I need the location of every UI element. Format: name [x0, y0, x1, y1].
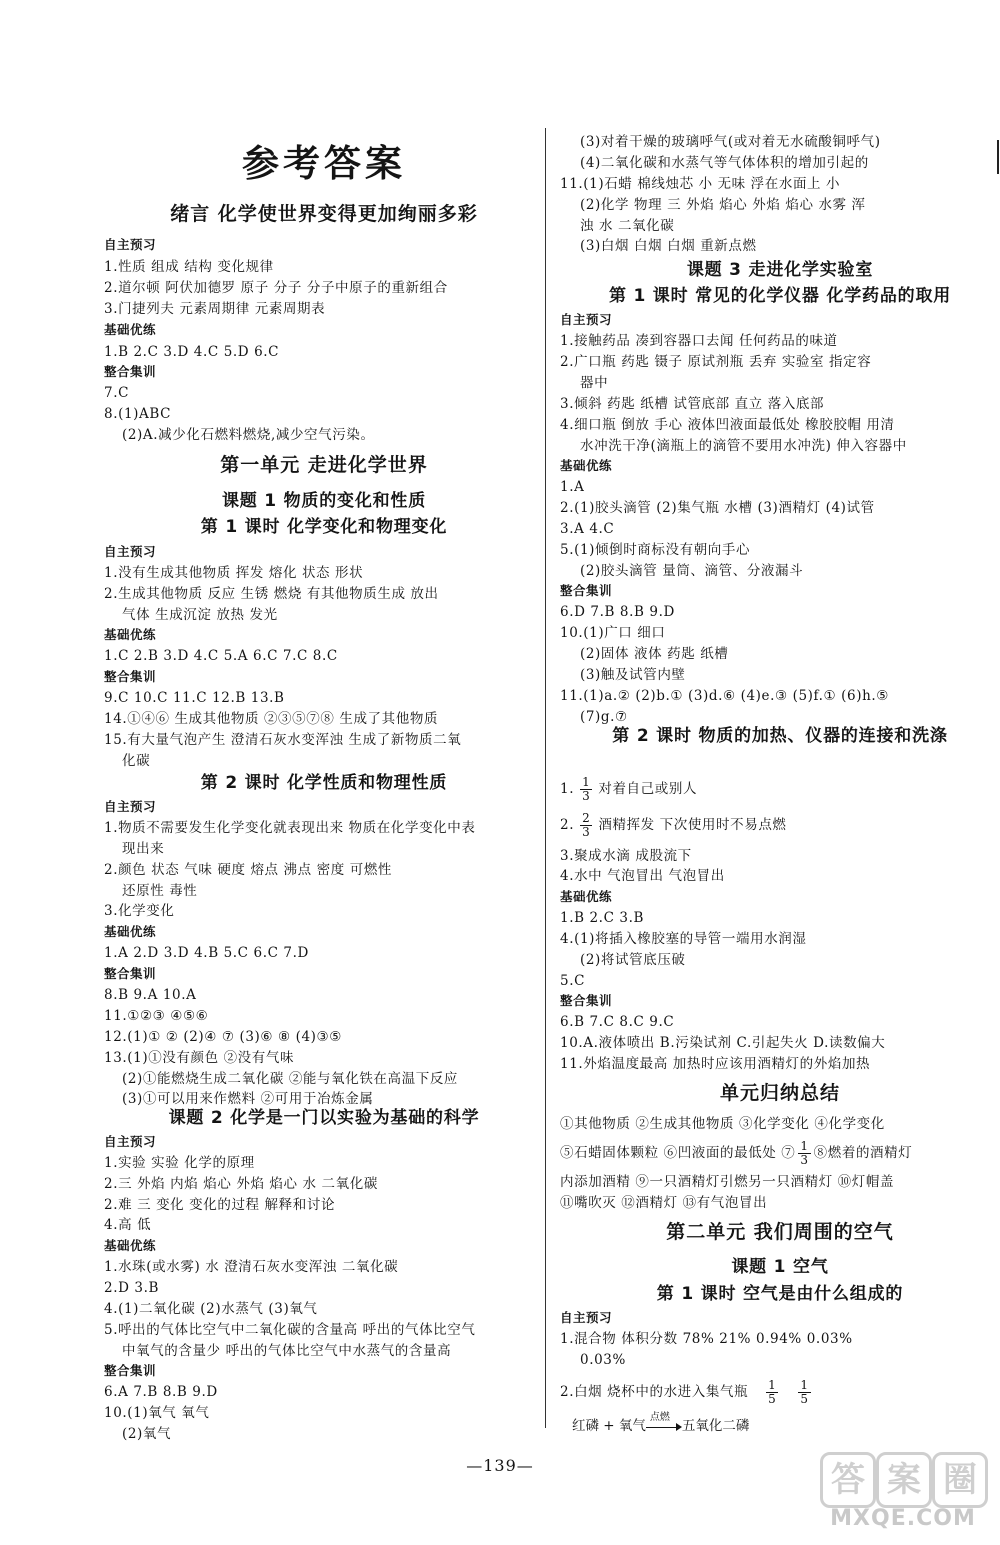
fraction-numerator: 1: [582, 775, 591, 789]
answer-line: 7.C: [104, 385, 130, 401]
answer-line: 11.(1)石蜡 棉线烛芯 小 无味 浮在水面上 小: [560, 176, 841, 192]
answer-line: 6.D 7.B 8.B 9.D: [560, 604, 675, 620]
answer-line: 1.A 2.D 3.D 4.B 5.C 6.C 7.D: [104, 945, 309, 961]
fraction-denominator: 5: [768, 1392, 777, 1406]
answer-line: (2)氧气: [122, 1426, 172, 1442]
answer-line-fraction: [560, 812, 1000, 839]
section-label: 自主预习: [104, 1134, 157, 1149]
section-label: 自主预习: [104, 799, 157, 814]
section-label: 整合集训: [104, 1363, 157, 1378]
answer-line: 12.(1)① ② (2)④ ⑦ (3)⑥ ⑧ (4)③⑤: [104, 1029, 342, 1045]
fraction-numerator: 1: [800, 1378, 809, 1392]
answer-line: 1.物质不需要发生化学变化就表现出来 物质在化学变化中表: [104, 820, 476, 836]
topic-title: 课题 1 空气: [731, 1257, 829, 1277]
watermark-text: MXQE.COM: [830, 1506, 976, 1531]
answer-line: 1.水珠(或水雾) 水 澄清石灰水变浑浊 二氧化碳: [104, 1259, 399, 1275]
fraction: [798, 1140, 810, 1167]
answer-line-fraction: [560, 776, 1000, 803]
section-label: 自主预习: [560, 1310, 613, 1325]
answer-line: 3.倾斜 药匙 纸槽 试管底部 直立 落入底部: [560, 396, 825, 412]
section-label: 整合集训: [560, 583, 613, 598]
summary-title: 单元归纳总结: [719, 1082, 840, 1104]
answer-text: 对着自己或别人: [598, 781, 698, 797]
watermark-glyph: 圈: [932, 1452, 988, 1508]
answer-line: 5.(1)倾倒时商标没有朝向手心: [560, 542, 751, 558]
answer-line: (2)①能燃烧生成二氧化碳 ②能与氧化铁在高温下反应: [122, 1071, 459, 1087]
answer-line: 内添加酒精 ⑨一只酒精灯引燃另一只酒精灯 ⑩灯帽盖: [560, 1174, 895, 1190]
intro-title: 绪言 化学使世界变得更加绚丽多彩: [170, 203, 478, 225]
section-label: 整合集训: [104, 669, 157, 684]
section-label: 自主预习: [104, 237, 157, 252]
lesson-title: 第 2 课时 化学性质和物理性质: [200, 773, 448, 793]
answer-line-fraction: [560, 1379, 1000, 1406]
answer-line: (3)触及试管内壁: [580, 667, 686, 683]
watermark-logo: [818, 1448, 988, 1508]
section-label: 整合集训: [560, 993, 613, 1008]
answer-line: 0.03%: [580, 1352, 626, 1368]
fraction-denominator: 3: [582, 825, 591, 839]
reaction-arrow: [646, 1411, 682, 1435]
answer-line: 化碳: [122, 753, 151, 769]
answer-line: 水冲洗干净(滴瓶上的滴管不要用水冲洗) 伸入容器中: [580, 438, 907, 454]
item-number: 1.: [560, 781, 575, 797]
answer-line: (7)g.⑦: [580, 709, 628, 725]
answer-line: 3.A 4.C: [560, 521, 615, 537]
answer-line: 器中: [580, 375, 609, 391]
fraction-numerator: 2: [582, 811, 591, 825]
page-number: —139—: [466, 1456, 534, 1475]
fraction-denominator: 3: [800, 1153, 809, 1167]
topic-title: 课题 2 化学是一门以实验为基础的科学: [168, 1108, 480, 1128]
answer-line: 1.接触药品 凑到容器口去闻 任何药品的味道: [560, 333, 838, 349]
answer-line: 9.C 10.C 11.C 12.B 13.B: [104, 690, 285, 706]
answer-line: 1.A: [560, 479, 585, 495]
answer-line: 11.①②③ ④⑤⑥: [104, 1008, 209, 1024]
lesson-title: 第 1 课时 空气是由什么组成的: [656, 1284, 904, 1304]
answer-line: 2.D 3.B: [104, 1280, 159, 1296]
answer-text: ⑤石蜡固体颗粒 ⑥凹液面的最低处 ⑦: [560, 1145, 796, 1161]
answer-line: 2.生成其他物质 反应 生锈 燃烧 有其他物质生成 放出: [104, 586, 439, 602]
answer-line: 8.B 9.A 10.A: [104, 987, 197, 1003]
column-divider: [545, 128, 546, 1428]
answer-line: 1.C 2.B 3.D 4.C 5.A 6.C 7.C 8.C: [104, 648, 338, 664]
answer-line: 1.B 2.C 3.D 4.C 5.D 6.C: [104, 344, 280, 360]
answer-line: 2.颜色 状态 气味 硬度 熔点 沸点 密度 可燃性: [104, 862, 393, 878]
answer-line: 4.(1)二氧化碳 (2)水蒸气 (3)氧气: [104, 1301, 318, 1317]
answer-line: (2)胶头滴管 量筒、滴管、分液漏斗: [580, 563, 804, 579]
answer-line: 5.呼出的气体比空气中二氧化碳的含量高 呼出的气体比空气: [104, 1322, 476, 1338]
reaction-condition: 点燃: [649, 1411, 670, 1423]
answer-line: 浊 水 二氧化碳: [580, 218, 675, 234]
answer-line: 10.(1)广口 细口: [560, 625, 666, 641]
answer-line: 1.没有生成其他物质 挥发 熔化 状态 形状: [104, 565, 364, 581]
answer-line: 2.广口瓶 药匙 镊子 原试剂瓶 丢弃 实验室 指定容: [560, 354, 872, 370]
answer-line: (3)白烟 白烟 白烟 重新点燃: [580, 238, 757, 254]
answer-line: ⑪嘴吹灭 ⑫酒精灯 ⑬有气泡冒出: [560, 1195, 768, 1211]
answer-line: 13.(1)①没有颜色 ②没有气味: [104, 1050, 295, 1066]
lesson-title: 第 2 课时 物质的加热、仪器的连接和洗涤: [612, 726, 948, 746]
unit-title: 第二单元 我们周围的空气: [666, 1221, 894, 1243]
section-label: 自主预习: [104, 544, 157, 559]
chemical-equation: [572, 1411, 1000, 1435]
fraction: [580, 776, 592, 803]
site-watermark: [818, 1448, 988, 1540]
topic-title: 课题 1 物质的变化和性质: [221, 491, 427, 511]
fraction-numerator: 1: [800, 1139, 809, 1153]
answer-line: 3.门捷列夫 元素周期律 元素周期表: [104, 301, 326, 317]
answer-text: 2.白烟 烧杯中的水进入集气瓶: [560, 1384, 749, 1400]
answer-line: 气体 生成沉淀 放热 发光: [122, 607, 278, 623]
topic-title: 课题 3 走进化学实验室: [686, 260, 874, 280]
answer-line: (4)二氧化碳和水蒸气等气体体积的增加引起的: [580, 155, 869, 171]
answer-line: (2)将试管底压破: [580, 952, 686, 968]
answer-line: 2.(1)胶头滴管 (2)集气瓶 水槽 (3)酒精灯 (4)试管: [560, 500, 875, 516]
answer-line: 还原性 毒性: [122, 883, 198, 899]
watermark-glyph: 答: [820, 1452, 876, 1508]
section-label: 基础优练: [104, 627, 157, 642]
fraction-denominator: 3: [582, 789, 591, 803]
answer-line: (3)对着干燥的玻璃呼气(或对着无水硫酸铜呼气): [580, 134, 881, 150]
answer-line: (2)固体 液体 药匙 纸槽: [580, 646, 729, 662]
answer-line: 现出来: [122, 841, 165, 857]
answer-line: 11.(1)a.② (2)b.① (3)d.⑥ (4)e.③ (5)f.① (6)h.⑤: [560, 688, 889, 704]
section-label: 基础优练: [104, 924, 157, 939]
answer-line-fraction: [560, 1140, 1000, 1167]
section-label: 基础优练: [104, 322, 157, 337]
answer-text: 酒精挥发 下次使用时不易点燃: [598, 817, 787, 833]
unit-title: 第一单元 走进化学世界: [220, 454, 428, 476]
answer-line: ①其他物质 ②生成其他物质 ③化学变化 ④化学变化: [560, 1116, 885, 1132]
answer-line: 中氧气的含量少 呼出的气体比空气中水蒸气的含量高: [122, 1343, 452, 1359]
answer-line: (2)A.减少化石燃料燃烧,减少空气污染。: [122, 427, 375, 443]
watermark-glyph: 案: [876, 1452, 932, 1508]
section-label: 基础优练: [560, 458, 613, 473]
answer-line: 1.混合物 体积分数 78% 21% 0.94% 0.03%: [560, 1331, 853, 1347]
fraction: [766, 1379, 778, 1406]
answer-line: 1.性质 组成 结构 变化规律: [104, 259, 274, 275]
section-label: 自主预习: [560, 312, 613, 327]
lesson-title: 第 1 课时 化学变化和物理变化: [200, 517, 448, 537]
fraction: [798, 1379, 810, 1406]
answer-line: 6.A 7.B 8.B 9.D: [104, 1384, 218, 1400]
answer-line: (3)①可以用来作燃料 ②可用于冶炼金属: [122, 1091, 374, 1107]
answer-line: 4.(1)将插入橡胶塞的导管一端用水润湿: [560, 931, 807, 947]
section-label: 整合集训: [104, 364, 157, 379]
item-number: 2.: [560, 817, 575, 833]
answer-line: 10.A.液体喷出 B.污染试剂 C.引起失火 D.读数偏大: [560, 1035, 886, 1051]
equation-product: 五氧化二磷: [681, 1418, 750, 1434]
answer-line: 3.聚成水滴 成股流下: [560, 848, 692, 864]
fraction-denominator: 5: [800, 1392, 809, 1406]
section-label: 基础优练: [560, 889, 613, 904]
answer-line: 4.水中 气泡冒出 气泡冒出: [560, 868, 725, 884]
answer-line: 15.有大量气泡产生 澄清石灰水变浑浊 生成了新物质二氧: [104, 732, 462, 748]
answer-text: ⑧燃着的酒精灯: [813, 1145, 913, 1161]
answer-line: 6.B 7.C 8.C 9.C: [560, 1014, 675, 1030]
answer-line: 4.高 低: [104, 1217, 152, 1233]
section-label: 整合集训: [104, 966, 157, 981]
page-title: 参考答案: [242, 142, 406, 185]
answer-line: 1.B 2.C 3.B: [560, 910, 644, 926]
answer-line: 2.道尔顿 阿伏加德罗 原子 分子 分子中原子的重新组合: [104, 280, 448, 296]
equation-reactants: 红磷 + 氧气: [572, 1418, 646, 1434]
fraction: [580, 812, 592, 839]
section-label: 基础优练: [104, 1238, 157, 1253]
answer-line: 5.C: [560, 973, 586, 989]
answer-line: 10.(1)氧气 氧气: [104, 1405, 210, 1421]
answer-line: 1.实验 实验 化学的原理: [104, 1155, 255, 1171]
answer-line: 11.外焰温度最高 加热时应该用酒精灯的外焰加热: [560, 1056, 871, 1072]
lesson-title: 第 1 课时 常见的化学仪器 化学药品的取用: [608, 286, 952, 306]
answer-line: 2.三 外焰 内焰 焰心 外焰 焰心 水 二氧化碳: [104, 1176, 378, 1192]
answer-line: 2.难 三 变化 变化的过程 解释和讨论: [104, 1197, 336, 1213]
answer-line: (2)化学 物理 三 外焰 焰心 外焰 焰心 水雾 浑: [580, 197, 866, 213]
answer-line: 8.(1)ABC: [104, 406, 172, 422]
answer-line: 4.细口瓶 倒放 手心 液体凹液面最低处 橡胶胶帽 用清: [560, 417, 895, 433]
fraction-numerator: 1: [768, 1378, 777, 1392]
answer-line: 14.①④⑥ 生成其他物质 ②③⑤⑦⑧ 生成了其他物质: [104, 711, 439, 727]
answer-line: 3.化学变化: [104, 903, 175, 919]
